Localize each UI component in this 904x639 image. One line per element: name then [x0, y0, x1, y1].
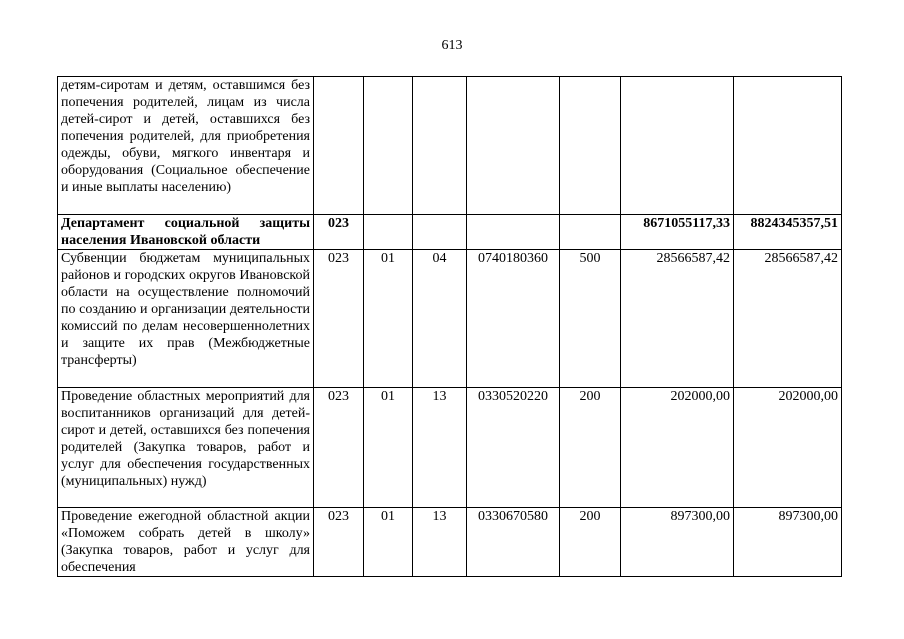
cell-subsection-code: 04: [413, 250, 467, 388]
table-row: [58, 215, 842, 250]
table-row: [58, 250, 842, 388]
page-number: 613: [441, 38, 463, 53]
cell-amount-year1: 8671055117,33: [621, 215, 734, 250]
cell-target-article: 0330520220: [467, 388, 560, 508]
cell-amount-year2: 8824345357,51: [734, 215, 842, 250]
cell-amount-year1: 28566587,42: [621, 250, 734, 388]
cell-subsection-code: 13: [413, 508, 467, 577]
cell-description: Департамент социальной защиты населения Ивановской области: [58, 215, 314, 250]
cell-amount-year1: 202000,00: [621, 388, 734, 508]
budget-table: [57, 76, 842, 577]
cell-grbs-code: 023: [314, 250, 364, 388]
cell-section-code: 01: [364, 508, 413, 577]
cell-section-code: [364, 77, 413, 215]
cell-amount-year2: [734, 77, 842, 215]
cell-grbs-code: 023: [314, 388, 364, 508]
table-row: [58, 508, 842, 577]
cell-description: Проведение областных мероприятий для воспитанников организаций для детей-сирот и детей, оставшихся без попечения родителей (Закупка товаров, работ и услуг для обеспечения государственных (муниципальных) нужд): [58, 388, 314, 508]
cell-section-code: 01: [364, 250, 413, 388]
table-row: [58, 77, 842, 215]
cell-amount-year1: 897300,00: [621, 508, 734, 577]
cell-expense-type: [560, 215, 621, 250]
cell-description: Субвенции бюджетам муниципальных районов и городских округов Ивановской области на осуществление полномочий по созданию и организации деятельности комиссий по делам несовершеннолетних и защите их прав (Межбюджетные трансферты): [58, 250, 314, 388]
cell-subsection-code: [413, 77, 467, 215]
cell-amount-year2: 28566587,42: [734, 250, 842, 388]
cell-grbs-code: 023: [314, 215, 364, 250]
cell-section-code: [364, 215, 413, 250]
cell-expense-type: [560, 77, 621, 215]
cell-amount-year2: 202000,00: [734, 388, 842, 508]
cell-description: детям-сиротам и детям, оставшимся без попечения родителей, лицам из числа детей-сирот и детей, оставшихся без попечения родителей, для приобретения одежды, обуви, мягкого инвентаря и оборудования (Социальное обеспечение и иные выплаты населению): [58, 77, 314, 215]
cell-target-article: 0740180360: [467, 250, 560, 388]
cell-grbs-code: [314, 77, 364, 215]
cell-amount-year2: 897300,00: [734, 508, 842, 577]
cell-expense-type: 200: [560, 388, 621, 508]
table-row: [58, 388, 842, 508]
cell-amount-year1: [621, 77, 734, 215]
cell-subsection-code: 13: [413, 388, 467, 508]
cell-target-article: 0330670580: [467, 508, 560, 577]
cell-grbs-code: 023: [314, 508, 364, 577]
cell-subsection-code: [413, 215, 467, 250]
cell-expense-type: 200: [560, 508, 621, 577]
cell-description: Проведение ежегодной областной акции «Поможем собрать детей в школу» (Закупка товаров, работ и услуг для обеспечения: [58, 508, 314, 577]
cell-section-code: 01: [364, 388, 413, 508]
cell-target-article: [467, 215, 560, 250]
cell-expense-type: 500: [560, 250, 621, 388]
cell-target-article: [467, 77, 560, 215]
